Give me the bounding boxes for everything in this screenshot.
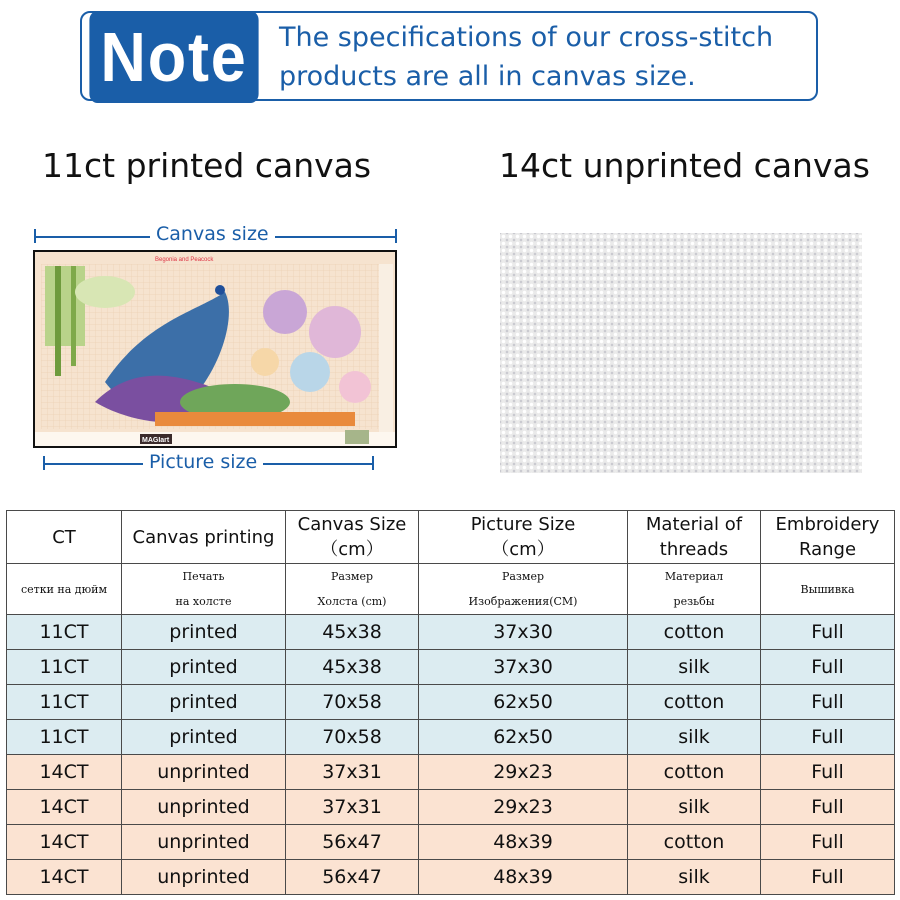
russian-cell-1-line-1: Печать xyxy=(182,570,225,583)
note-text-line-1: The specifications of our cross-stitch xyxy=(279,22,774,53)
table-row xyxy=(7,720,895,755)
table-russian-row xyxy=(7,564,895,615)
cell-ct: 11CT xyxy=(7,720,122,755)
spec-table xyxy=(6,510,895,895)
cell-canvas: 37x31 xyxy=(286,790,419,825)
cell-material: cotton xyxy=(628,825,761,860)
svg-text:Begonia and Peacock: Begonia and Peacock xyxy=(155,257,214,263)
russian-cell-0 xyxy=(7,564,122,615)
canvas-size-tick-right xyxy=(395,229,397,243)
picture-size-tick-right xyxy=(372,456,374,470)
russian-cell-4-line-2: резьбы xyxy=(673,595,715,608)
cell-printing: printed xyxy=(122,615,286,650)
russian-cell-3-line-2: Изображения(CM) xyxy=(468,595,578,608)
cell-picture: 62x50 xyxy=(419,685,628,720)
cell-material: silk xyxy=(628,790,761,825)
cell-canvas: 70x58 xyxy=(286,720,419,755)
russian-cell-4 xyxy=(628,564,761,615)
header-cell-5 xyxy=(761,511,895,564)
cell-ct: 14CT xyxy=(7,825,122,860)
russian-cell-2-line-2: Холста (cm) xyxy=(317,595,387,608)
russian-cell-3 xyxy=(419,564,628,615)
cell-range: Full xyxy=(761,790,895,825)
russian-cell-1-line-2: на холсте xyxy=(175,595,232,608)
cell-material: cotton xyxy=(628,615,761,650)
unprinted-canvas-heading: 14ct unprinted canvas xyxy=(499,146,870,185)
cell-canvas: 45x38 xyxy=(286,615,419,650)
header-cell-0-line-1: CT xyxy=(52,526,76,548)
cell-picture: 37x30 xyxy=(419,615,628,650)
russian-cell-5 xyxy=(761,564,895,615)
cell-printing: unprinted xyxy=(122,825,286,860)
table-row xyxy=(7,615,895,650)
cell-canvas: 45x38 xyxy=(286,650,419,685)
cell-material: silk xyxy=(628,720,761,755)
cell-ct: 14CT xyxy=(7,860,122,895)
cell-picture: 48x39 xyxy=(419,825,628,860)
cell-printing: printed xyxy=(122,720,286,755)
header-cell-2-line-1: Canvas Size xyxy=(297,514,407,535)
cell-canvas: 56x47 xyxy=(286,825,419,860)
table-row xyxy=(7,825,895,860)
cell-range: Full xyxy=(761,650,895,685)
table-row xyxy=(7,860,895,895)
cell-ct: 11CT xyxy=(7,685,122,720)
cell-range: Full xyxy=(761,860,895,895)
cell-ct: 14CT xyxy=(7,755,122,790)
cell-range: Full xyxy=(761,615,895,650)
header-cell-4 xyxy=(628,511,761,564)
note-tag: Note xyxy=(89,11,258,103)
header-cell-1 xyxy=(122,511,286,564)
cell-canvas: 70x58 xyxy=(286,685,419,720)
russian-cell-1 xyxy=(122,564,286,615)
cell-material: cotton xyxy=(628,755,761,790)
cell-range: Full xyxy=(761,685,895,720)
cell-picture: 29x23 xyxy=(419,790,628,825)
cell-range: Full xyxy=(761,720,895,755)
table-header-row xyxy=(7,511,895,564)
header-cell-3-line-2: （cm） xyxy=(491,539,555,560)
header-cell-3 xyxy=(419,511,628,564)
header-cell-5-line-1: Embroidery xyxy=(775,514,880,535)
note-text-line-2: products are all in canvas size. xyxy=(279,61,696,92)
cell-range: Full xyxy=(761,755,895,790)
cell-printing: printed xyxy=(122,685,286,720)
cell-material: cotton xyxy=(628,685,761,720)
printed-canvas-artwork xyxy=(35,252,395,446)
header-cell-2 xyxy=(286,511,419,564)
printed-canvas-image xyxy=(33,250,397,448)
cell-printing: unprinted xyxy=(122,790,286,825)
table-row xyxy=(7,685,895,720)
cell-ct: 11CT xyxy=(7,615,122,650)
note-text xyxy=(279,18,809,96)
russian-cell-5-line-1: Вышивка xyxy=(800,582,855,596)
russian-cell-3-line-1: Размер xyxy=(501,570,545,583)
cell-ct: 11CT xyxy=(7,650,122,685)
russian-cell-4-line-1: Материал xyxy=(664,570,724,583)
cell-range: Full xyxy=(761,825,895,860)
header-cell-0 xyxy=(7,511,122,564)
russian-cell-0-line-1: сетки на дюйм xyxy=(20,582,108,596)
header-cell-4-line-1: Material of xyxy=(645,514,743,535)
header-cell-4-line-2: threads xyxy=(659,539,729,560)
unprinted-canvas-image xyxy=(500,233,862,473)
table-row xyxy=(7,790,895,825)
cell-printing: unprinted xyxy=(122,860,286,895)
cell-material: silk xyxy=(628,860,761,895)
cell-picture: 29x23 xyxy=(419,755,628,790)
header-cell-5-line-2: Range xyxy=(798,539,857,560)
cell-printing: printed xyxy=(122,650,286,685)
table-row xyxy=(7,755,895,790)
russian-cell-2-line-1: Размер xyxy=(330,570,374,583)
header-cell-1-line-1: Canvas printing xyxy=(132,526,275,548)
cell-canvas: 56x47 xyxy=(286,860,419,895)
printed-canvas-heading: 11ct printed canvas xyxy=(42,146,372,185)
cell-printing: unprinted xyxy=(122,755,286,790)
cell-ct: 14CT xyxy=(7,790,122,825)
cell-material: silk xyxy=(628,650,761,685)
header-cell-2-line-2: （cm） xyxy=(320,539,384,560)
table-row xyxy=(7,650,895,685)
cell-picture: 48x39 xyxy=(419,860,628,895)
cell-picture: 62x50 xyxy=(419,720,628,755)
picture-size-label: Picture size xyxy=(143,451,263,473)
cell-picture: 37x30 xyxy=(419,650,628,685)
canvas-size-label: Canvas size xyxy=(150,223,275,245)
header-cell-3-line-1: Picture Size xyxy=(470,514,576,535)
cell-canvas: 37x31 xyxy=(286,755,419,790)
russian-cell-2 xyxy=(286,564,419,615)
svg-text:MAGIart: MAGIart xyxy=(142,437,170,444)
